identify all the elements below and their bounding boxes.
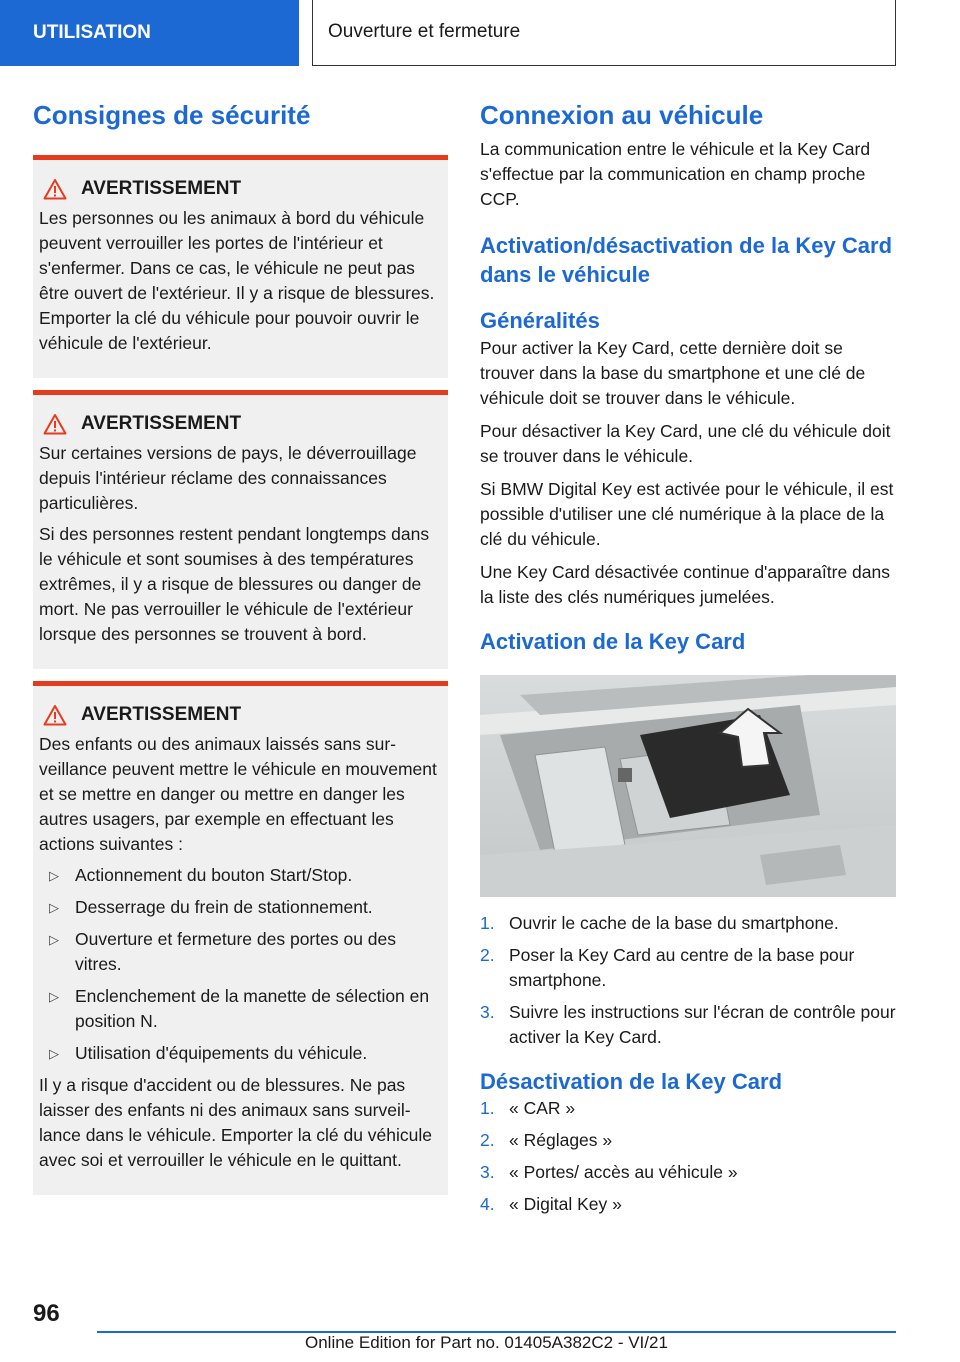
list-item: ▷ Actionnement du bouton Start/Stop. <box>39 863 440 888</box>
warning-title-text: AVERTISSEMENT <box>81 704 242 726</box>
warning-title-text: AVERTISSEMENT <box>81 178 242 200</box>
warning-title <box>39 413 440 435</box>
left-column <box>33 100 448 1195</box>
warning-triangle-icon <box>43 704 67 726</box>
general-text: Si BMW Digital Key est activée pour le véhicule, il est possible d'utiliser une clé numérique à la place de la clé du véhicule. <box>480 478 894 549</box>
warning-box-1 <box>33 155 448 378</box>
general-heading: Généralités <box>480 308 600 334</box>
section-tab[interactable]: UTILISATION <box>0 0 299 66</box>
list-item: ▷ Enclenchement de la manette de sélection en position N. <box>39 984 440 1034</box>
triangle-bullet-icon: ▷ <box>49 989 59 1005</box>
chapter-title: Ouverture et fermeture <box>312 0 896 66</box>
warning-text: Les personnes ou les animaux à bord du véhicule peuvent verrouiller les portes de l'intérieur et s'enfermer. Dans ce cas, le véhicule ne peut pas être ouvert de l'extérieur. Il y a risque de blessures. Emporter la clé du véhicule pour pouvoir ouvrir le véhicule de l'extérieur. <box>39 208 435 354</box>
general-text: Pour désactiver la Key Card, une clé du véhicule doit se trouver dans le véhicule. <box>480 420 891 466</box>
deactivation-heading: Désactivation de la Key Card <box>480 1068 783 1094</box>
smartphone-base-photo <box>480 675 896 897</box>
warning-title-text: AVERTISSEMENT <box>81 413 242 435</box>
connection-intro: La communication entre le véhicule et la Key Card s'effectue par la communication en champ proche CCP. <box>480 139 871 210</box>
list-item: ▷ Ouverture et fermeture des portes ou des vitres. <box>39 927 440 977</box>
list-item: 1. Ouvrir le cache de la base du smartphone. <box>480 912 839 933</box>
warning-title <box>39 178 440 200</box>
page-header <box>0 0 960 66</box>
list-item: 4. « Digital Key » <box>480 1194 622 1215</box>
warning-text: Si des personnes restent pendant longtemps dans le véhicule et sont soumises à des températures extrêmes, il y a risque de blessures ou danger de mort. Ne pas verrouiller le véhicule de l'extérieur lorsque des personnes se trouvent à bord. <box>39 524 430 645</box>
edition-info: Online Edition for Part no. 01405A382C2 - VI/21 <box>305 1333 668 1352</box>
page-number: 96 <box>33 1300 60 1327</box>
activation-steps <box>480 911 896 1050</box>
warning-text: Il y a risque d'accident ou de blessures. Ne pas laisser des enfants ni des animaux sans surveillance dans le véhicule. Emporter la clé du véhicule avec soi et verrouiller le véhicule en le quittant. <box>39 1075 432 1171</box>
triangle-bullet-icon: ▷ <box>49 900 59 916</box>
list-item: ▷ Desserrage du frein de stationnement. <box>39 895 440 920</box>
warning-text: Sur certaines versions de pays, le déverrouillage depuis l'intérieur réclame des connaissances particulières. <box>39 443 417 514</box>
triangle-bullet-icon: ▷ <box>49 932 59 948</box>
warning-triangle-icon <box>43 413 67 435</box>
warning-title <box>39 704 440 726</box>
list-item: 3. « Portes/ accès au véhicule » <box>480 1162 738 1183</box>
triangle-bullet-icon: ▷ <box>49 1046 59 1062</box>
deactivation-steps <box>480 1096 896 1217</box>
general-text: Une Key Card désactivée continue d'apparaître dans la liste des clés numériques jumelées. <box>480 561 890 607</box>
action-list <box>39 863 440 1066</box>
general-text: Pour activer la Key Card, cette dernière doit se trouver dans la base du smartphone et une clé de véhicule doit se trouver dans le véhicule. <box>480 337 866 408</box>
warning-triangle-icon <box>43 178 67 200</box>
list-item: 2. « Réglages » <box>480 1130 613 1151</box>
connection-heading: Connexion au véhicule <box>480 100 764 130</box>
triangle-bullet-icon: ▷ <box>49 868 59 884</box>
list-item: 3. Suivre les instructions sur l'écran de contrôle pour activer la Key Card. <box>480 1001 896 1047</box>
safety-heading: Consignes de sécurité <box>33 100 311 130</box>
right-column <box>480 100 896 1224</box>
warning-text: Des enfants ou des animaux laissés sans surveillance peuvent mettre le véhicule en mouvement et se mettre en danger ou mettre en danger les autres usagers, par exemple en effectuant les actions suivantes : <box>39 734 437 855</box>
warning-box-3 <box>33 681 448 1195</box>
list-item: 1. « CAR » <box>480 1098 576 1119</box>
activation-deactivation-heading: Activation/désactivation de la Key Card dans le véhicule <box>480 233 893 287</box>
list-item: ▷ Utilisation d'équipements du véhicule. <box>39 1041 440 1066</box>
activation-heading: Activation de la Key Card <box>480 628 746 654</box>
list-item: 2. Poser la Key Card au centre de la base pour smartphone. <box>480 944 855 990</box>
warning-box-2 <box>33 390 448 669</box>
